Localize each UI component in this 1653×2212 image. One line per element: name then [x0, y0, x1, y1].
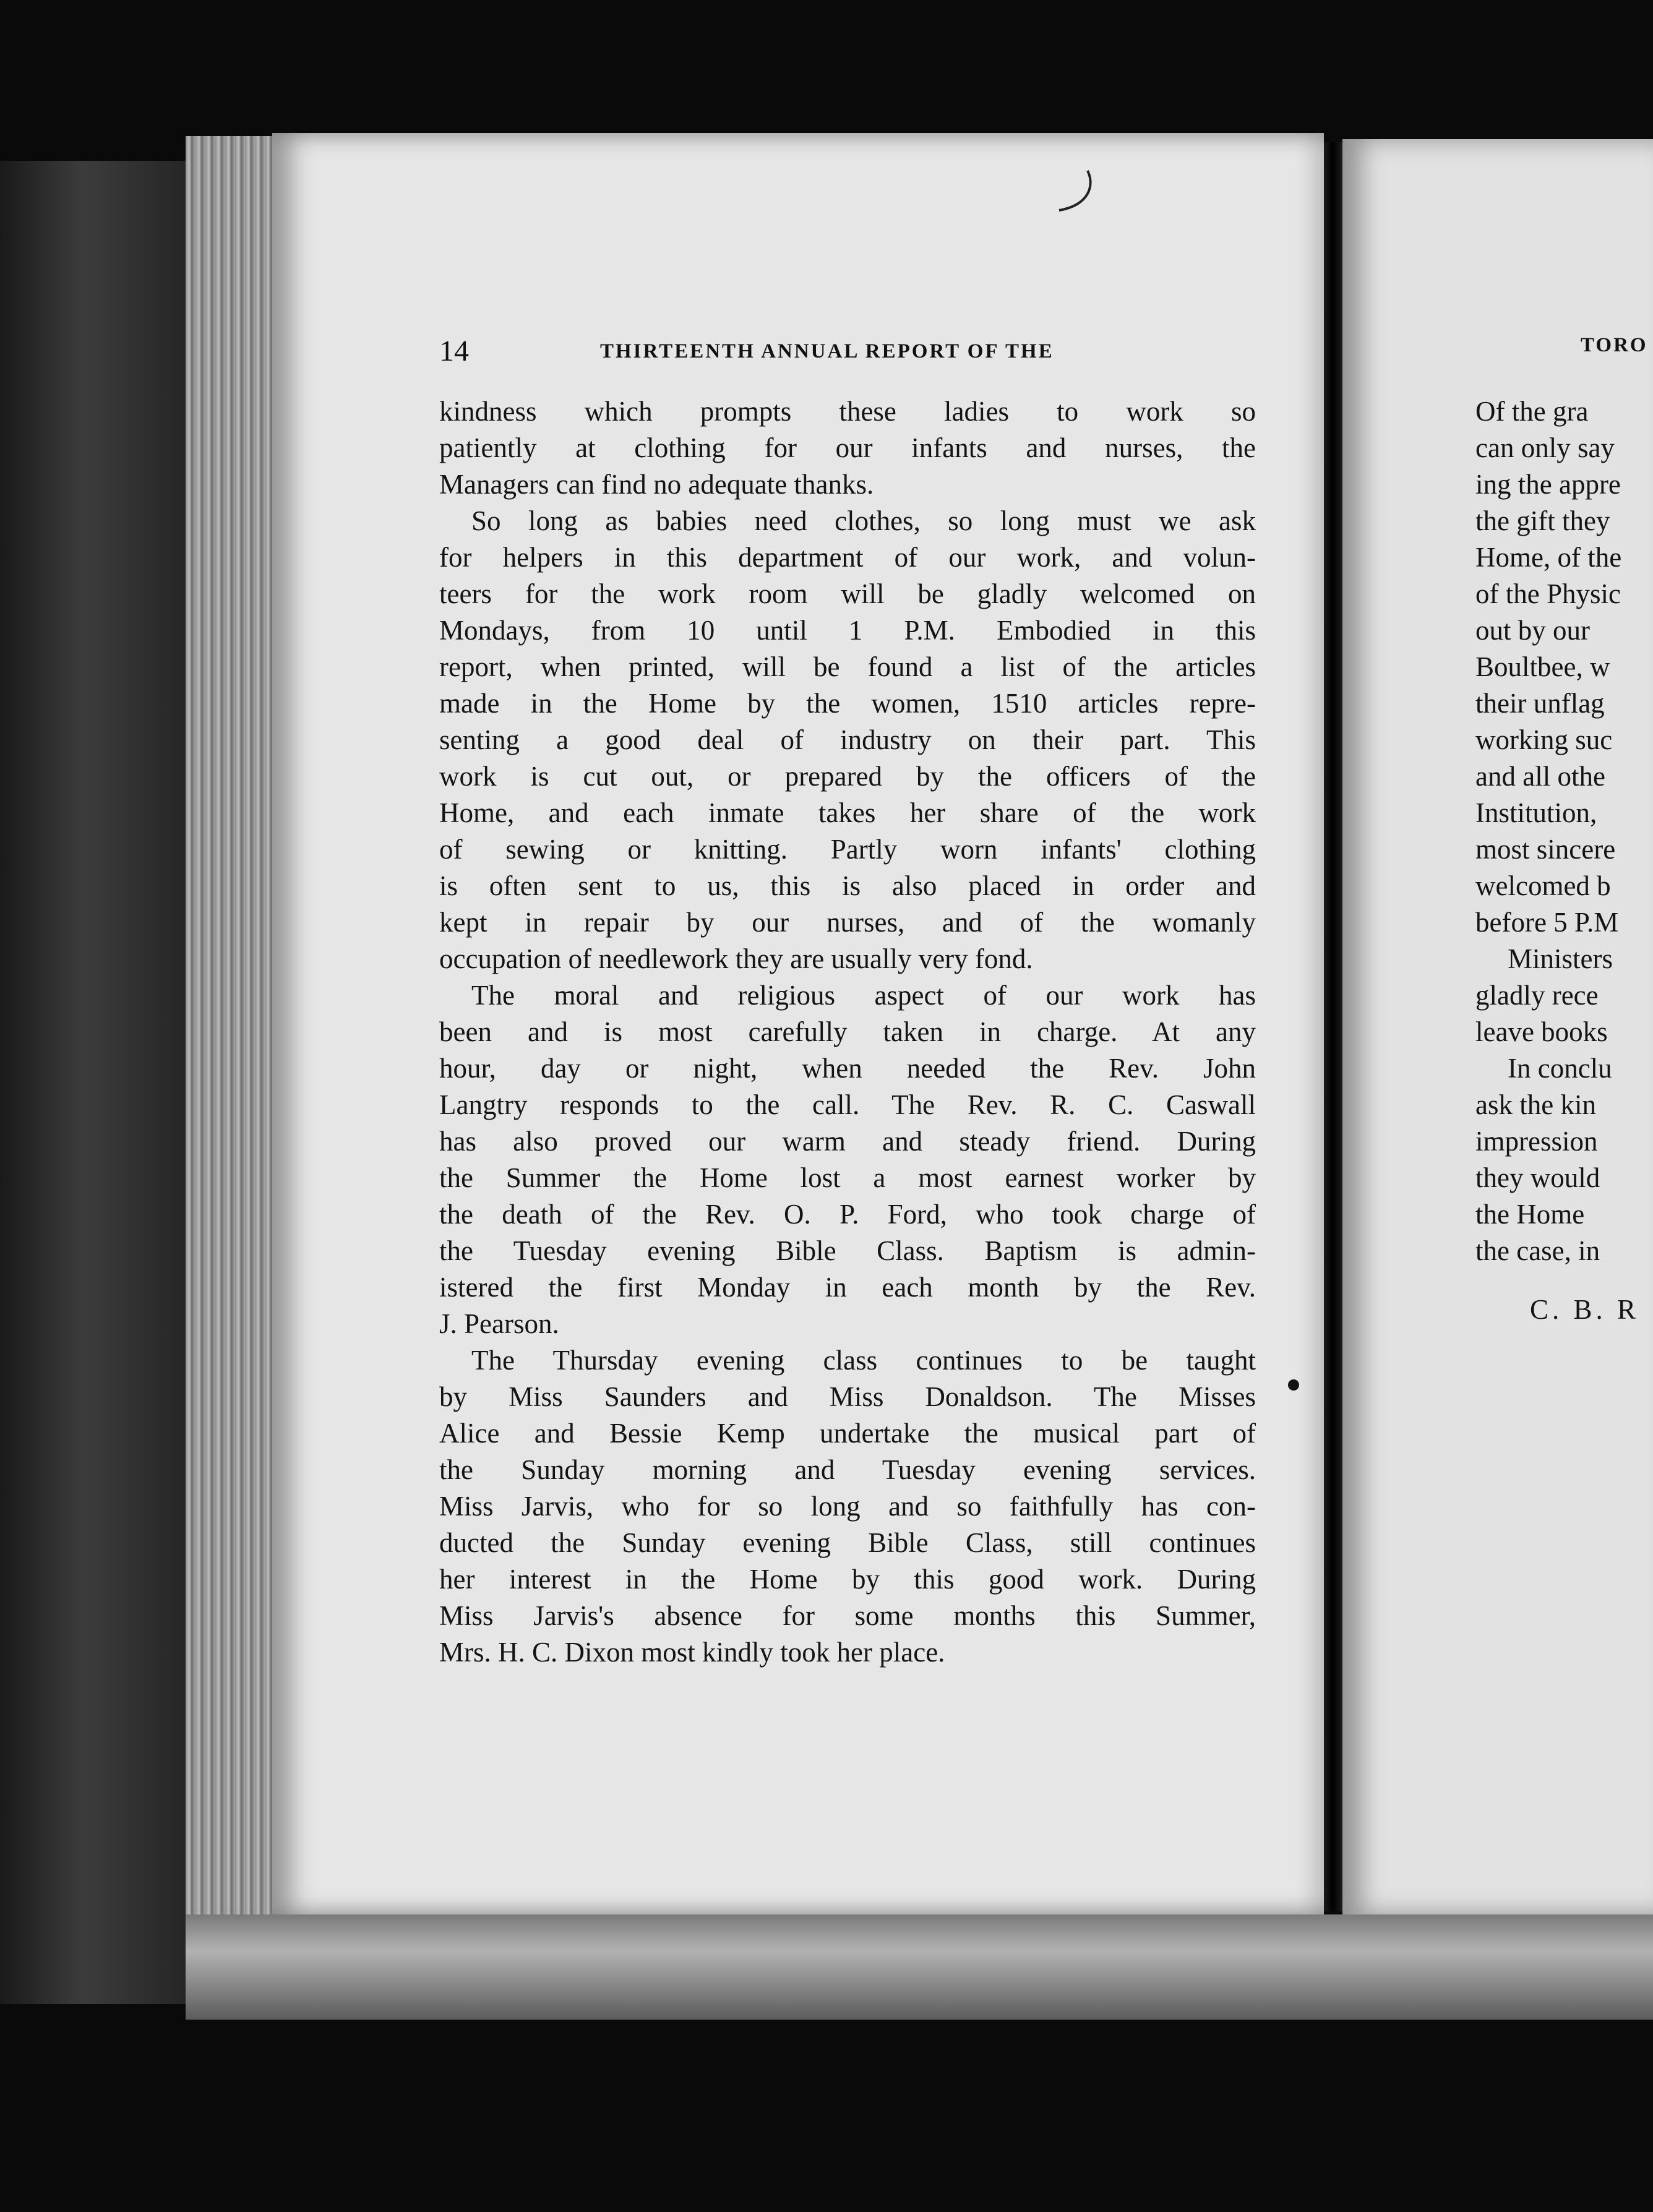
- text-line: for helpers in this department of our work, and volun-: [439, 542, 1256, 573]
- text-line: welcomed b: [1475, 870, 1611, 901]
- page-number: 14: [439, 335, 469, 367]
- text-line: teers for the work room will be gladly welcomed on: [439, 578, 1256, 609]
- text-line: J. Pearson.: [439, 1308, 559, 1339]
- text-line: istered the first Monday in each month by the Rev.: [439, 1272, 1256, 1303]
- text-line: Miss Jarvis's absence for some months this Summer,: [439, 1600, 1256, 1631]
- text-line: Ministers: [1508, 943, 1613, 974]
- right-running-title: TORO: [1581, 334, 1648, 356]
- text-line: of the Physic: [1475, 578, 1621, 609]
- text-line: Mondays, from 10 until 1 P.M. Embodied in this: [439, 615, 1256, 646]
- text-line: out by our: [1475, 615, 1590, 646]
- text-line: the Tuesday evening Bible Class. Baptism is admin-: [439, 1235, 1256, 1266]
- text-line: the death of the Rev. O. P. Ford, who took charge of: [439, 1199, 1256, 1230]
- text-line: report, when printed, will be found a list of the articles: [439, 651, 1256, 682]
- text-line: most sincere: [1475, 834, 1616, 865]
- pencil-mark-icon: [1052, 167, 1107, 223]
- text-line: her interest in the Home by this good work. During: [439, 1564, 1256, 1595]
- text-line: and all othe: [1475, 761, 1605, 792]
- text-line: is often sent to us, this is also placed in order and: [439, 870, 1256, 901]
- text-line: made in the Home by the women, 1510 articles repre-: [439, 688, 1256, 719]
- text-line: Boultbee, w: [1475, 651, 1610, 682]
- text-line: before 5 P.M: [1475, 907, 1619, 938]
- text-line: work is cut out, or prepared by the officers of the: [439, 761, 1256, 792]
- text-line: ducted the Sunday evening Bible Class, still continues: [439, 1527, 1256, 1558]
- text-line: can only say: [1475, 432, 1615, 463]
- text-line: Miss Jarvis, who for so long and so faithfully has con-: [439, 1491, 1256, 1522]
- text-line: kept in repair by our nurses, and of the womanly: [439, 907, 1256, 938]
- text-line: Institution,: [1475, 797, 1597, 828]
- text-line: Home, and each inmate takes her share of the work: [439, 797, 1256, 828]
- body-text: [439, 393, 1256, 1671]
- text-line: ask the kin: [1475, 1089, 1596, 1120]
- text-line: Home, of the: [1475, 542, 1622, 573]
- text-line: occupation of needlework they are usually very fond.: [439, 943, 1033, 974]
- text-line: Alice and Bessie Kemp undertake the musical part of: [439, 1418, 1256, 1449]
- text-line: ing the appre: [1475, 469, 1621, 500]
- right-page-text: [1475, 393, 1653, 1328]
- text-line: the gift they: [1475, 505, 1610, 536]
- text-line: Langtry responds to the call. The Rev. R. C. Caswall: [439, 1089, 1256, 1120]
- book-gutter: [1324, 142, 1342, 1911]
- text-line: working suc: [1475, 724, 1613, 755]
- text-line: the case, in: [1475, 1235, 1600, 1266]
- running-title: THIRTEENTH ANNUAL REPORT OF THE: [600, 340, 1054, 362]
- text-line: the Summer the Home lost a most earnest worker by: [439, 1162, 1256, 1193]
- text-line: Mrs. H. C. Dixon most kindly took her place.: [439, 1637, 945, 1668]
- text-line: Of the gra: [1475, 396, 1589, 427]
- text-line: senting a good deal of industry on their part. This: [439, 724, 1256, 755]
- text-line: the Sunday morning and Tuesday evening services.: [439, 1454, 1256, 1485]
- signature: C. B. R: [1530, 1294, 1640, 1325]
- text-line: The moral and religious aspect of our work has: [471, 980, 1256, 1011]
- text-line: In conclu: [1508, 1053, 1612, 1084]
- text-line: The Thursday evening class continues to be taught: [471, 1345, 1256, 1376]
- page-stack-edge: [186, 136, 272, 1918]
- left-book-edge: [0, 161, 186, 2004]
- page-header: [439, 334, 1256, 371]
- text-line: they would: [1475, 1162, 1600, 1193]
- text-line: impression: [1475, 1126, 1598, 1157]
- text-line: their unflag: [1475, 688, 1605, 719]
- text-line: hour, day or night, when needed the Rev. John: [439, 1053, 1256, 1084]
- text-line: Managers can find no adequate thanks.: [439, 469, 874, 500]
- book-bottom-edge: [186, 1914, 1653, 2020]
- text-line: leave books: [1475, 1016, 1608, 1047]
- text-line: of sewing or knitting. Partly worn infants' clothing: [439, 834, 1256, 865]
- text-line: So long as babies need clothes, so long must we ask: [471, 505, 1256, 536]
- text-line: has also proved our warm and steady friend. During: [439, 1126, 1256, 1157]
- text-line: gladly rece: [1475, 980, 1599, 1011]
- text-line: kindness which prompts these ladies to work so: [439, 396, 1256, 427]
- ink-dot: [1288, 1379, 1299, 1391]
- text-line: the Home: [1475, 1199, 1585, 1230]
- text-line: by Miss Saunders and Miss Donaldson. The Misses: [439, 1381, 1256, 1412]
- text-line: been and is most carefully taken in charge. At any: [439, 1016, 1256, 1047]
- text-line: patiently at clothing for our infants and nurses, the: [439, 432, 1256, 463]
